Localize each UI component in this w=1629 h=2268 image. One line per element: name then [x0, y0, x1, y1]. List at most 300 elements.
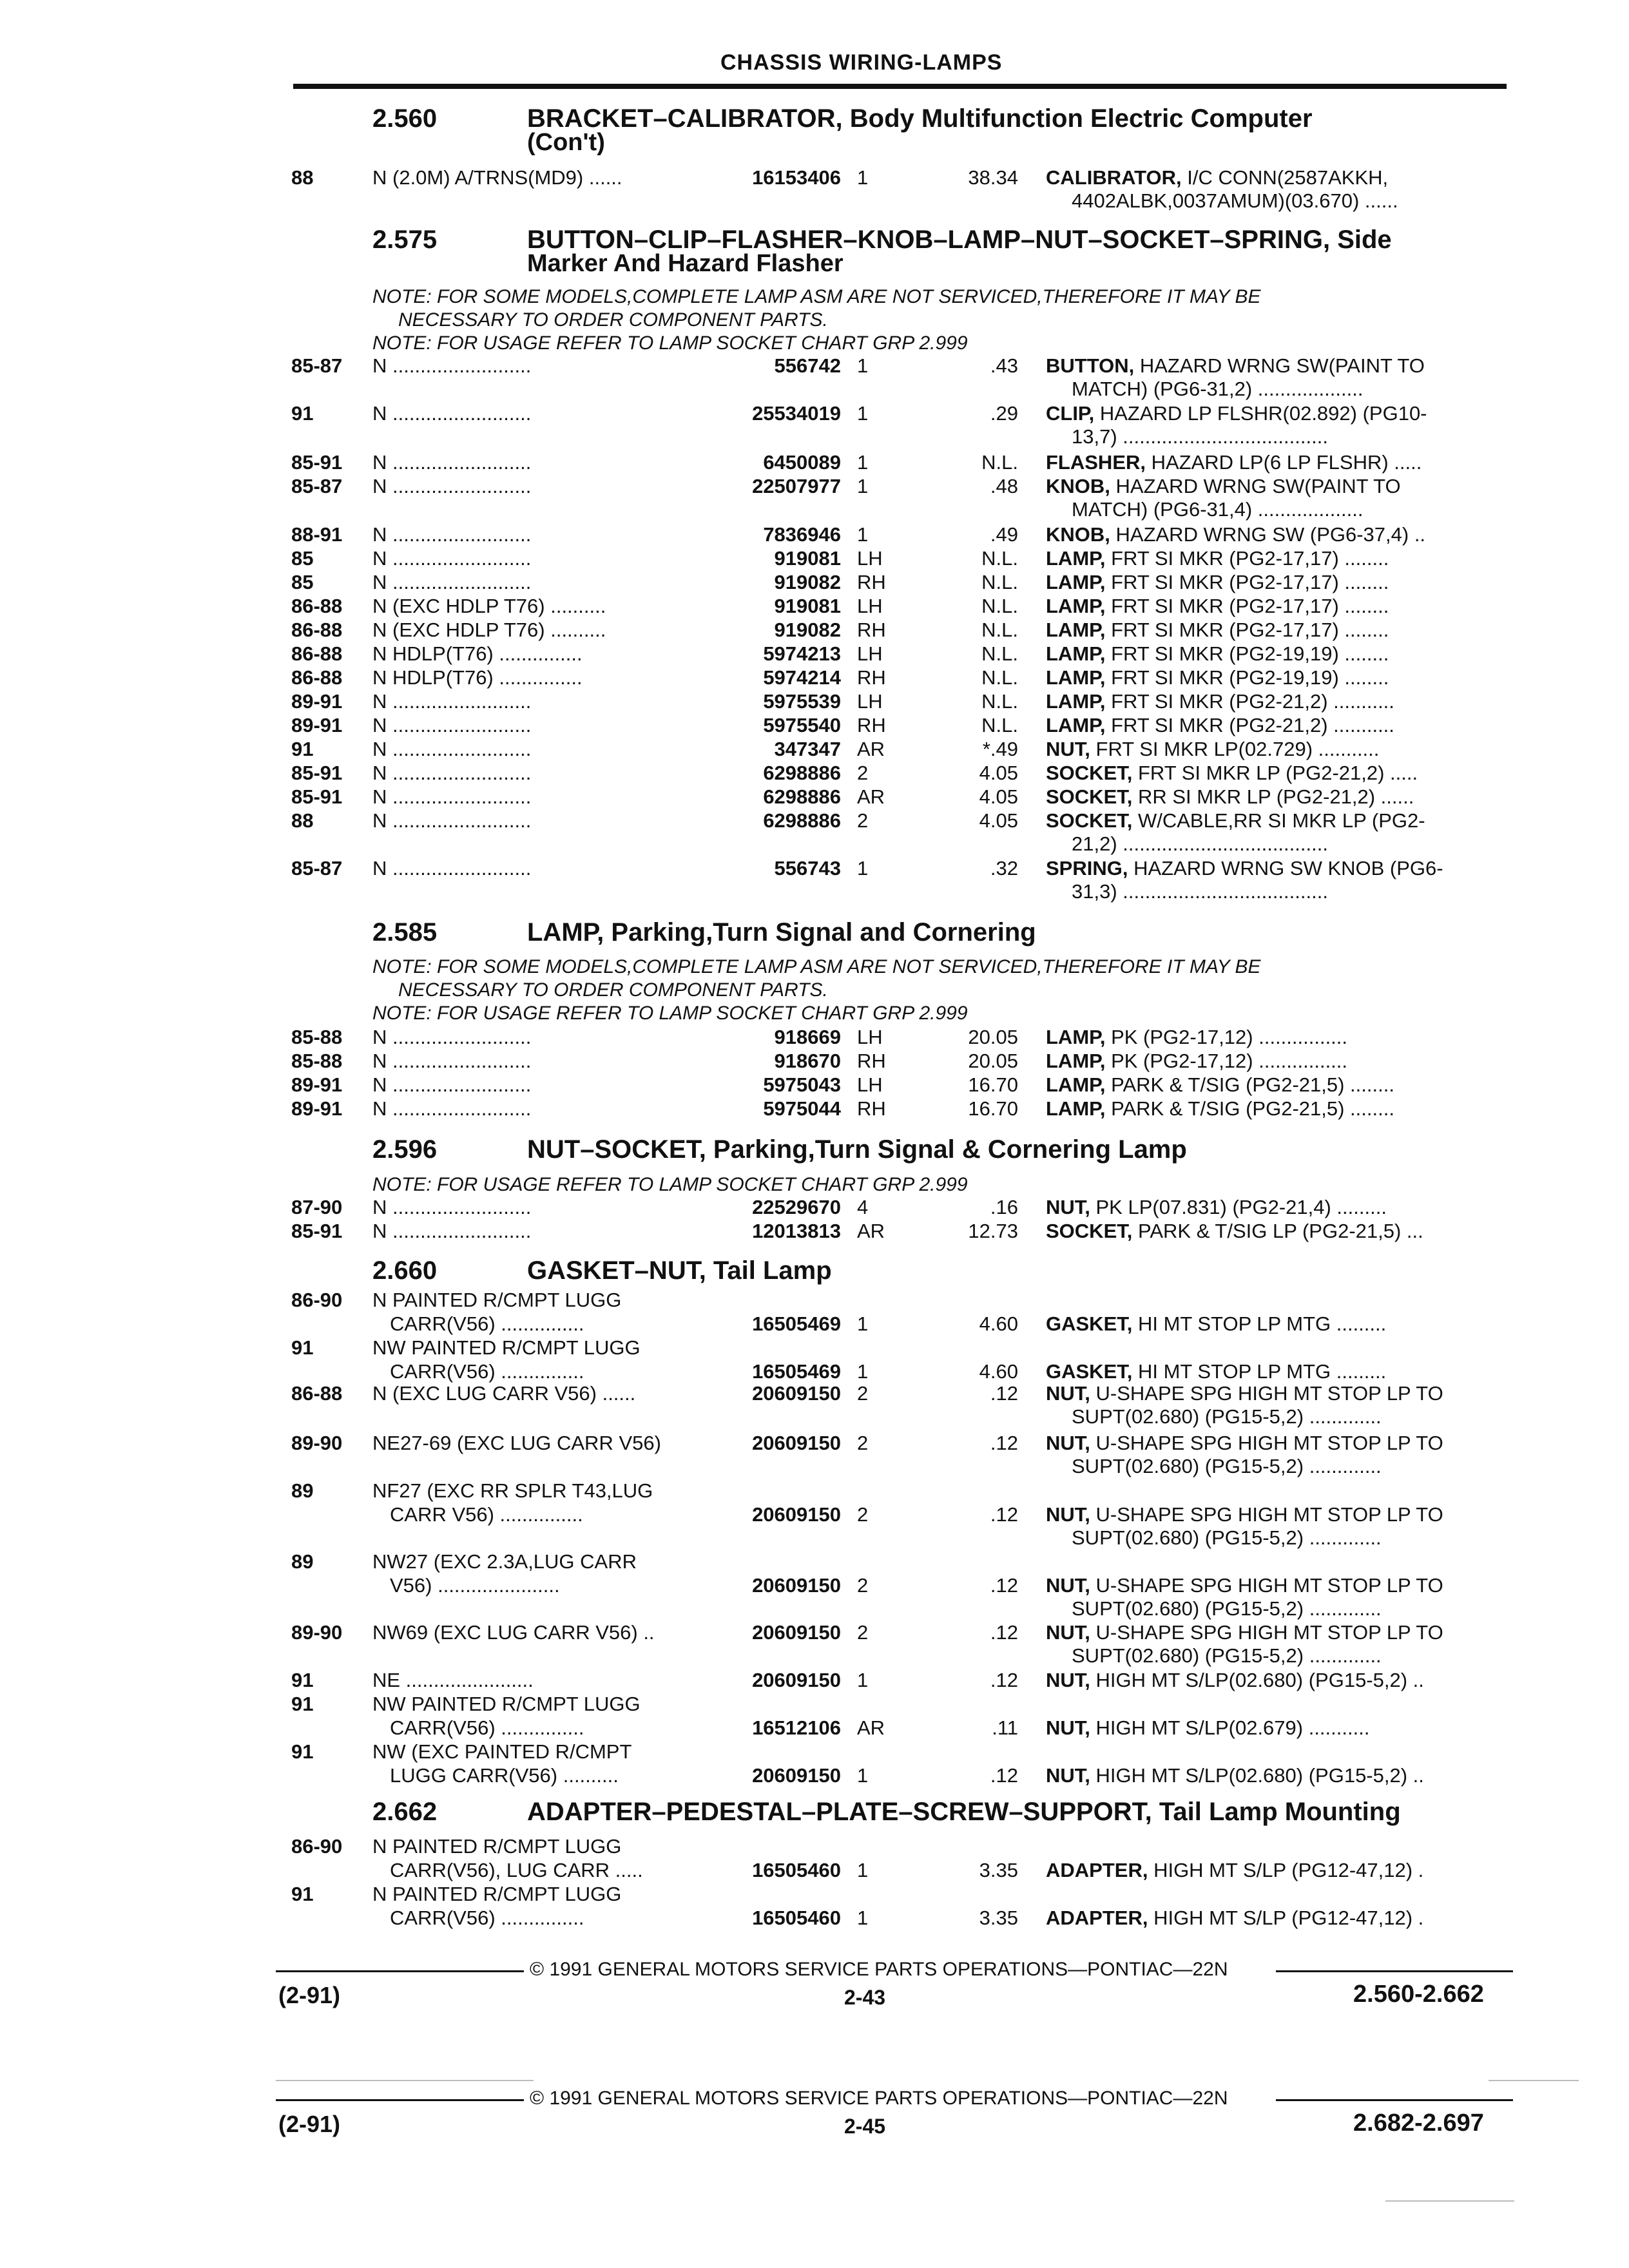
price-cell: 4.05	[979, 762, 1018, 784]
footer-section-range: 2.560-2.662	[1353, 1981, 1484, 2008]
part-number-cell: 20609150	[752, 1432, 841, 1454]
year-cell: 89-91	[291, 1097, 343, 1120]
description-text: HIGH MT S/LP(02.680) (PG15-5,2) ..	[1090, 1764, 1424, 1787]
description-cell	[1046, 451, 1422, 474]
description-continuation: SUPT(02.680) (PG15-5,2) .............	[1072, 1597, 1382, 1620]
footer-rule-right	[1276, 2099, 1513, 2101]
part-number-cell: 5974213	[763, 642, 841, 665]
section-title: NUT–SOCKET, Parking,Turn Signal & Cornering Lamp	[527, 1135, 1187, 1164]
year-cell: 85	[291, 547, 314, 570]
section-number: 2.596	[372, 1135, 438, 1164]
description-text: HI MT STOP LP MTG .........	[1132, 1312, 1387, 1335]
description-name: CLIP,	[1046, 402, 1095, 425]
part-number-cell: 919082	[774, 619, 841, 641]
description-name: NUT,	[1046, 1382, 1090, 1405]
price-cell: N.L.	[981, 666, 1018, 689]
footer-page-number: 2-45	[844, 2115, 886, 2138]
description-name: LAMP,	[1046, 714, 1106, 736]
qty-cell: RH	[857, 1050, 886, 1072]
qty-cell: 2	[857, 1503, 869, 1526]
description-continuation: 13,7) .....................................	[1072, 425, 1328, 448]
part-number-cell: 556743	[774, 857, 841, 879]
year-cell: 91	[291, 1693, 314, 1715]
qty-cell: LH	[857, 547, 883, 570]
footer-rule-left	[276, 2099, 524, 2101]
scan-artifact-line	[276, 2080, 534, 2081]
description-name: NUT,	[1046, 1764, 1090, 1787]
price-cell: 12.73	[968, 1220, 1018, 1242]
section-title-cont: Marker And Hazard Flasher	[527, 250, 843, 277]
year-cell: 85-91	[291, 451, 343, 474]
price-cell: 4.60	[979, 1360, 1018, 1383]
description-name: SOCKET,	[1046, 785, 1133, 808]
year-cell: 89	[291, 1479, 314, 1502]
description-cell	[1046, 1220, 1423, 1243]
price-cell: 20.05	[968, 1026, 1018, 1048]
usage-cell: N (EXC HDLP T76) ..........	[372, 595, 606, 617]
part-number-cell: 6450089	[763, 451, 841, 474]
description-continuation: 21,2) .....................................	[1072, 832, 1328, 855]
description-cell	[1046, 1764, 1424, 1787]
usage-cell: CARR(V56), LUG CARR .....	[390, 1859, 643, 1881]
description-text: FRT SI MKR (PG2-17,17) ........	[1105, 547, 1389, 570]
qty-cell: 1	[857, 1859, 869, 1881]
part-number-cell: 7836946	[763, 523, 841, 546]
description-continuation: MATCH) (PG6-31,4) ...................	[1072, 498, 1364, 521]
description-name: FLASHER,	[1046, 451, 1146, 474]
part-number-cell: 20609150	[752, 1382, 841, 1405]
qty-cell: LH	[857, 595, 883, 617]
year-cell: 91	[291, 1336, 314, 1359]
qty-cell: 1	[857, 166, 869, 189]
usage-cell: CARR(V56) ...............	[390, 1907, 584, 1929]
footer-date: (2-91)	[278, 2111, 341, 2137]
qty-cell: 1	[857, 451, 869, 474]
qty-cell: 1	[857, 354, 869, 377]
usage-cell: N .........................	[372, 402, 532, 425]
part-number-cell: 919081	[774, 595, 841, 617]
footer-date: (2-91)	[278, 1982, 341, 2008]
price-cell: .12	[990, 1503, 1018, 1526]
year-cell: 89-91	[291, 714, 343, 736]
qty-cell: 2	[857, 1382, 869, 1405]
section-number: 2.662	[372, 1798, 438, 1826]
usage-cell: NW69 (EXC LUG CARR V56) ..	[372, 1621, 655, 1644]
usage-cell: N .........................	[372, 523, 532, 546]
description-cell	[1046, 642, 1389, 666]
price-cell: .12	[990, 1621, 1018, 1644]
part-number-cell: 16505460	[752, 1907, 841, 1929]
description-cell	[1046, 666, 1389, 689]
description-cell	[1046, 571, 1389, 594]
part-number-cell: 20609150	[752, 1621, 841, 1644]
usage-cell: N .........................	[372, 714, 532, 736]
usage-cell: N (2.0M) A/TRNS(MD9) ......	[372, 166, 622, 189]
part-number-cell: 5974214	[763, 666, 841, 689]
part-number-cell: 20609150	[752, 1764, 841, 1787]
part-number-cell: 20609150	[752, 1574, 841, 1597]
description-text: HI MT STOP LP MTG .........	[1132, 1360, 1387, 1383]
price-cell: 3.35	[979, 1859, 1018, 1881]
usage-cell: NE27-69 (EXC LUG CARR V56)	[372, 1432, 661, 1454]
description-text: FRT SI MKR LP (PG2-21,2) .....	[1132, 762, 1418, 784]
qty-cell: 2	[857, 809, 869, 832]
section-title: GASKET–NUT, Tail Lamp	[527, 1256, 832, 1285]
description-cell	[1046, 762, 1418, 785]
description-text: FRT SI MKR LP(02.729) ...........	[1090, 738, 1380, 760]
description-name: NUT,	[1046, 1574, 1090, 1597]
usage-cell: N .........................	[372, 690, 532, 713]
note-cont: NECESSARY TO ORDER COMPONENT PARTS.	[398, 979, 828, 1001]
price-cell: 16.70	[968, 1097, 1018, 1120]
description-name: GASKET,	[1046, 1312, 1133, 1335]
part-number-cell: 20609150	[752, 1503, 841, 1526]
year-cell: 86-88	[291, 666, 343, 689]
scan-artifact-line	[1489, 2080, 1579, 2081]
year-cell: 86-88	[291, 619, 343, 641]
section-title: LAMP, Parking,Turn Signal and Cornering	[527, 918, 1036, 947]
qty-cell: LH	[857, 1073, 883, 1096]
section-number: 2.560	[372, 104, 438, 133]
part-number-cell: 6298886	[763, 785, 841, 808]
qty-cell: RH	[857, 1097, 886, 1120]
year-cell: 88-91	[291, 523, 343, 546]
description-name: NUT,	[1046, 1621, 1090, 1644]
description-continuation: 4402ALBK,0037AMUM)(03.670) ......	[1072, 189, 1398, 212]
part-number-cell: 20609150	[752, 1669, 841, 1691]
price-cell: N.L.	[981, 571, 1018, 593]
usage-cell: N .........................	[372, 762, 532, 784]
qty-cell: AR	[857, 1716, 885, 1739]
description-cell	[1046, 785, 1414, 809]
description-text: FRT SI MKR (PG2-19,19) ........	[1105, 666, 1389, 689]
header-rule	[293, 84, 1507, 89]
usage-cell: N .........................	[372, 354, 532, 377]
price-cell: N.L.	[981, 714, 1018, 736]
year-cell: 87-90	[291, 1196, 343, 1218]
description-text: HAZARD LP(6 LP FLSHR) .....	[1146, 451, 1422, 474]
description-name: LAMP,	[1046, 571, 1106, 593]
description-name: LAMP,	[1046, 1050, 1106, 1072]
part-number-cell: 919082	[774, 571, 841, 593]
year-cell: 85-87	[291, 475, 343, 497]
part-number-cell: 22529670	[752, 1196, 841, 1218]
usage-cell: LUGG CARR(V56) ..........	[390, 1764, 619, 1787]
description-cell	[1046, 714, 1394, 737]
usage-cell: N .........................	[372, 1073, 532, 1096]
description-cell	[1046, 857, 1443, 880]
part-number-cell: 12013813	[752, 1220, 841, 1242]
description-text: U-SHAPE SPG HIGH MT STOP LP TO	[1090, 1382, 1443, 1405]
year-cell: 89-90	[291, 1621, 343, 1644]
usage-cell: N .........................	[372, 857, 532, 879]
year-cell: 85-91	[291, 762, 343, 784]
usage-cell: N .........................	[372, 475, 532, 497]
price-cell: 4.60	[979, 1312, 1018, 1335]
description-text: U-SHAPE SPG HIGH MT STOP LP TO	[1090, 1432, 1443, 1454]
description-cell	[1046, 809, 1425, 832]
note: NOTE: FOR USAGE REFER TO LAMP SOCKET CHART GRP 2.999	[372, 1174, 968, 1195]
price-cell: .32	[990, 857, 1018, 879]
description-cell	[1046, 1196, 1387, 1219]
description-cell	[1046, 1669, 1424, 1692]
price-cell: .49	[990, 523, 1018, 546]
section-number: 2.660	[372, 1256, 438, 1285]
usage-cell-line1: N PAINTED R/CMPT LUGG	[372, 1289, 622, 1311]
description-text: HIGH MT S/LP (PG12-47,12) .	[1148, 1859, 1424, 1881]
description-cell	[1046, 1574, 1443, 1597]
description-cell	[1046, 1859, 1423, 1882]
description-name: ADAPTER,	[1046, 1859, 1148, 1881]
usage-cell: N .........................	[372, 547, 532, 570]
description-name: LAMP,	[1046, 595, 1106, 617]
price-cell: 4.05	[979, 809, 1018, 832]
price-cell: 38.34	[968, 166, 1018, 189]
description-name: NUT,	[1046, 738, 1090, 760]
price-cell: N.L.	[981, 547, 1018, 570]
section-title-cont: (Con't)	[527, 129, 605, 156]
usage-cell: CARR(V56) ...............	[390, 1312, 584, 1335]
footer-rule-right	[1276, 1970, 1513, 1972]
year-cell: 86-88	[291, 642, 343, 665]
price-cell: .48	[990, 475, 1018, 497]
qty-cell: RH	[857, 619, 886, 641]
description-continuation: SUPT(02.680) (PG15-5,2) .............	[1072, 1644, 1382, 1667]
qty-cell: 2	[857, 1432, 869, 1454]
qty-cell: AR	[857, 1220, 885, 1242]
note: NOTE: FOR USAGE REFER TO LAMP SOCKET CHART GRP 2.999	[372, 332, 968, 354]
description-name: SOCKET,	[1046, 809, 1133, 832]
description-text: PARK & T/SIG (PG2-21,5) ........	[1105, 1097, 1394, 1120]
description-name: KNOB,	[1046, 523, 1110, 546]
usage-cell-line1: N PAINTED R/CMPT LUGG	[372, 1883, 622, 1905]
description-name: NUT,	[1046, 1669, 1090, 1691]
note: NOTE: FOR SOME MODELS,COMPLETE LAMP ASM ARE NOT SERVICED,THEREFORE IT MAY BE	[372, 286, 1261, 307]
qty-cell: 1	[857, 1669, 869, 1691]
description-text: HIGH MT S/LP(02.680) (PG15-5,2) ..	[1090, 1669, 1424, 1691]
description-text: FRT SI MKR (PG2-17,17) ........	[1105, 595, 1389, 617]
usage-cell: V56) ......................	[390, 1574, 560, 1597]
description-continuation: SUPT(02.680) (PG15-5,2) .............	[1072, 1526, 1382, 1549]
usage-cell-line1: NW PAINTED R/CMPT LUGG	[372, 1336, 641, 1359]
description-name: SOCKET,	[1046, 1220, 1133, 1242]
description-name: NUT,	[1046, 1503, 1090, 1526]
description-name: ADAPTER,	[1046, 1907, 1148, 1929]
usage-cell: N .........................	[372, 1026, 532, 1048]
description-text: W/CABLE,RR SI MKR LP (PG2-	[1132, 809, 1425, 832]
year-cell: 86-90	[291, 1289, 343, 1311]
footer-copyright: © 1991 GENERAL MOTORS SERVICE PARTS OPERATIONS—PONTIAC—22N	[530, 1959, 1228, 1980]
description-text: FRT SI MKR (PG2-17,17) ........	[1105, 619, 1389, 641]
description-text: HIGH MT S/LP(02.679) ...........	[1090, 1716, 1370, 1739]
description-name: LAMP,	[1046, 1073, 1106, 1096]
description-cell	[1046, 738, 1379, 761]
usage-cell: N .........................	[372, 571, 532, 593]
price-cell: .12	[990, 1382, 1018, 1405]
description-name: KNOB,	[1046, 475, 1110, 497]
description-cell	[1046, 595, 1389, 618]
description-text: FRT SI MKR (PG2-21,2) ...........	[1105, 714, 1394, 736]
note: NOTE: FOR USAGE REFER TO LAMP SOCKET CHART GRP 2.999	[372, 1003, 968, 1024]
year-cell: 86-88	[291, 1382, 343, 1405]
year-cell: 91	[291, 1669, 314, 1691]
description-cell	[1046, 619, 1389, 642]
qty-cell: LH	[857, 690, 883, 713]
page-header: CHASSIS WIRING-LAMPS	[720, 50, 1003, 75]
part-number-cell: 5975539	[763, 690, 841, 713]
usage-cell: N .........................	[372, 785, 532, 808]
year-cell: 89-90	[291, 1432, 343, 1454]
description-text: PK (PG2-17,12) ................	[1105, 1050, 1348, 1072]
description-continuation: 31,3) .....................................	[1072, 880, 1328, 903]
price-cell: .43	[990, 354, 1018, 377]
description-cell	[1046, 354, 1425, 378]
part-number-cell: 5975043	[763, 1073, 841, 1096]
footer-rule-left	[276, 1970, 524, 1972]
part-number-cell: 918670	[774, 1050, 841, 1072]
usage-cell: CARR V56) ...............	[390, 1503, 583, 1526]
usage-cell: N .........................	[372, 738, 532, 760]
qty-cell: AR	[857, 785, 885, 808]
description-cell	[1046, 1097, 1394, 1120]
year-cell: 85-91	[291, 1220, 343, 1242]
footer-copyright: © 1991 GENERAL MOTORS SERVICE PARTS OPERATIONS—PONTIAC—22N	[530, 2088, 1228, 2109]
part-number-cell: 5975540	[763, 714, 841, 736]
description-text: RR SI MKR LP (PG2-21,2) ......	[1132, 785, 1414, 808]
year-cell: 88	[291, 166, 314, 189]
qty-cell: AR	[857, 738, 885, 760]
usage-cell: N .........................	[372, 451, 532, 474]
description-continuation: MATCH) (PG6-31,2) ...................	[1072, 378, 1364, 400]
price-cell: N.L.	[981, 595, 1018, 617]
year-cell: 88	[291, 809, 314, 832]
description-continuation: SUPT(02.680) (PG15-5,2) .............	[1072, 1455, 1382, 1477]
price-cell: N.L.	[981, 451, 1018, 474]
description-cell	[1046, 1503, 1443, 1526]
description-cell: CALIBRATOR, I/C CONN(2587AKKH,	[1046, 166, 1389, 189]
part-number-cell: 6298886	[763, 762, 841, 784]
description-name: NUT,	[1046, 1196, 1090, 1218]
year-cell: 91	[291, 1740, 314, 1763]
description-cell	[1046, 1073, 1394, 1097]
description-cell	[1046, 1621, 1443, 1644]
price-cell: N.L.	[981, 642, 1018, 665]
description-text: FRT SI MKR (PG2-19,19) ........	[1105, 642, 1389, 665]
footer-section-range: 2.682-2.697	[1353, 2109, 1484, 2137]
price-cell: 3.35	[979, 1907, 1018, 1929]
description-name: NUT,	[1046, 1432, 1090, 1454]
year-cell: 91	[291, 738, 314, 760]
usage-cell-line1: N PAINTED R/CMPT LUGG	[372, 1835, 622, 1858]
description-text: PK LP(07.831) (PG2-21,4) .........	[1090, 1196, 1387, 1218]
part-number-cell: 16512106	[752, 1716, 841, 1739]
description-name: NUT,	[1046, 1716, 1090, 1739]
qty-cell: LH	[857, 1026, 883, 1048]
part-number-cell: 918669	[774, 1026, 841, 1048]
part-number-cell: 16505460	[752, 1859, 841, 1881]
qty-cell: 1	[857, 1312, 869, 1335]
usage-cell-line1: NW PAINTED R/CMPT LUGG	[372, 1693, 641, 1715]
year-cell: 85-87	[291, 354, 343, 377]
price-cell: .12	[990, 1764, 1018, 1787]
price-cell: .29	[990, 402, 1018, 425]
price-cell: .11	[992, 1716, 1018, 1739]
description-cell	[1046, 1716, 1369, 1740]
description-cell	[1046, 690, 1394, 713]
description-name: LAMP,	[1046, 666, 1106, 689]
price-cell: .12	[990, 1432, 1018, 1454]
part-number-cell: 25534019	[752, 402, 841, 425]
description-name: GASKET,	[1046, 1360, 1133, 1383]
usage-cell: CARR(V56) ...............	[390, 1360, 584, 1383]
description-cell	[1046, 547, 1389, 570]
usage-cell-line1: NW27 (EXC 2.3A,LUG CARR	[372, 1550, 637, 1573]
price-cell: 4.05	[979, 785, 1018, 808]
description-name: LAMP,	[1046, 1026, 1106, 1048]
qty-cell: RH	[857, 571, 886, 593]
qty-cell: 1	[857, 857, 869, 879]
year-cell: 86-88	[291, 595, 343, 617]
qty-cell: LH	[857, 642, 883, 665]
price-cell: 20.05	[968, 1050, 1018, 1072]
description-text: U-SHAPE SPG HIGH MT STOP LP TO	[1090, 1621, 1443, 1644]
section-number: 2.585	[372, 918, 438, 947]
year-cell: 91	[291, 402, 314, 425]
description-text: FRT SI MKR (PG2-17,17) ........	[1105, 571, 1389, 593]
section-title: ADAPTER–PEDESTAL–PLATE–SCREW–SUPPORT, Tail Lamp Mounting	[527, 1798, 1401, 1826]
usage-cell: N .........................	[372, 1097, 532, 1120]
description-name: SPRING,	[1046, 857, 1128, 879]
usage-cell: CARR(V56) ...............	[390, 1716, 584, 1739]
part-number-cell: 5975044	[763, 1097, 841, 1120]
usage-cell-line1: NW (EXC PAINTED R/CMPT	[372, 1740, 632, 1763]
section-title: BRACKET–CALIBRATOR, Body Multifunction Electric Computer	[527, 104, 1313, 133]
price-cell: *.49	[982, 738, 1018, 760]
description-continuation: SUPT(02.680) (PG15-5,2) .............	[1072, 1405, 1382, 1428]
qty-cell: 2	[857, 762, 869, 784]
usage-cell: N (EXC HDLP T76) ..........	[372, 619, 606, 641]
description-text: HIGH MT S/LP (PG12-47,12) .	[1148, 1907, 1424, 1929]
price-cell: N.L.	[981, 690, 1018, 713]
qty-cell: 2	[857, 1574, 869, 1597]
price-cell: 16.70	[968, 1073, 1018, 1096]
description-cell	[1046, 1432, 1443, 1455]
year-cell: 85-87	[291, 857, 343, 879]
usage-cell: N .........................	[372, 1196, 532, 1218]
description-name: LAMP,	[1046, 690, 1106, 713]
description-text: HAZARD LP FLSHR(02.892) (PG10-	[1094, 402, 1427, 425]
qty-cell: 1	[857, 1764, 869, 1787]
year-cell: 85	[291, 571, 314, 593]
usage-cell: N .........................	[372, 1220, 532, 1242]
description-name: BUTTON,	[1046, 354, 1135, 377]
description-name: LAMP,	[1046, 642, 1106, 665]
scan-artifact-line	[1385, 2200, 1514, 2202]
description-text: HAZARD WRNG SW (PG6-37,4) ..	[1110, 523, 1426, 546]
part-number-cell: 6298886	[763, 809, 841, 832]
year-cell: 85-88	[291, 1026, 343, 1048]
usage-cell: N .........................	[372, 809, 532, 832]
description-name: LAMP,	[1046, 619, 1106, 641]
qty-cell: 2	[857, 1621, 869, 1644]
qty-cell: 1	[857, 402, 869, 425]
price-cell: N.L.	[981, 619, 1018, 641]
usage-cell: N HDLP(T76) ...............	[372, 642, 583, 665]
qty-cell: 1	[857, 1907, 869, 1929]
usage-cell-line1: NF27 (EXC RR SPLR T43,LUG	[372, 1479, 653, 1502]
footer-page-number: 2-43	[844, 1986, 886, 2009]
part-number-cell: 16505469	[752, 1312, 841, 1335]
